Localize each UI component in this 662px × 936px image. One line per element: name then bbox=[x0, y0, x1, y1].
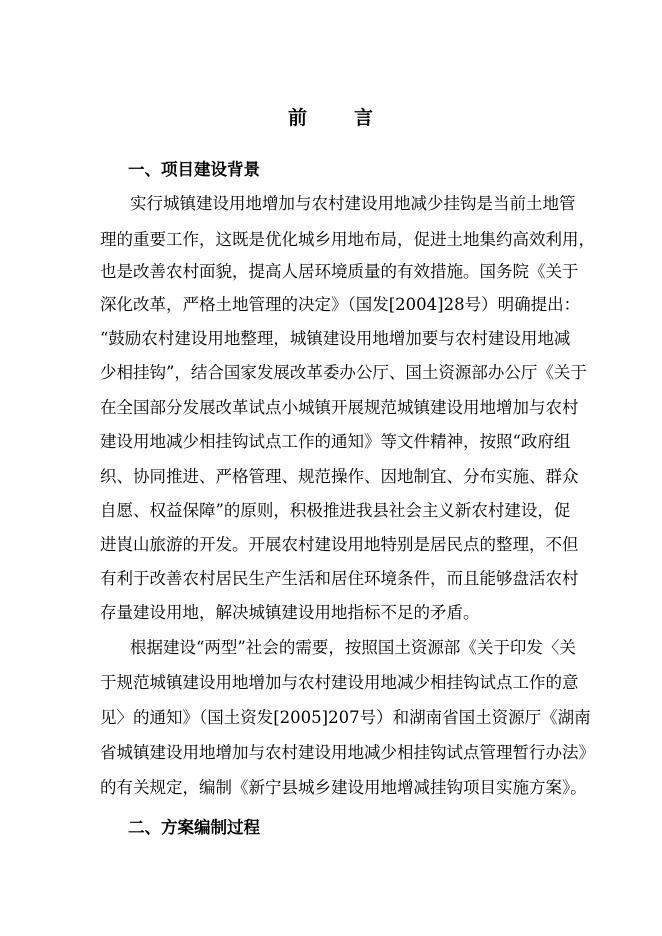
paragraph-2-line: 见〉的通知》（国土资发[2005]207号）和湖南省国土资源厅《湖南 bbox=[100, 708, 591, 727]
paragraph-1-line: 建设用地减少相挂钩试点工作的通知》等文件精神，按照“政府组 bbox=[100, 432, 571, 451]
section-1-heading: 一、项目建设背景 bbox=[128, 160, 260, 179]
paragraph-1-line: 织、协同推进、严格管理、规范操作、因地制宜、分布实施、群众 bbox=[100, 467, 579, 486]
paragraph-2-line: 省城镇建设用地增加与农村建设用地减少相挂钩试点管理暂行办法》 bbox=[100, 743, 595, 762]
paragraph-1-line: 也是改善农村面貌，提高人居环境质量的有效措施。国务院《关于 bbox=[100, 262, 579, 281]
paragraph-1-line: 存量建设用地，解决城镇建设用地指标不足的矛盾。 bbox=[100, 603, 480, 622]
paragraph-1-line: 在全国部分发展改革试点小城镇开展规范城镇建设用地增加与农村 bbox=[100, 398, 579, 417]
paragraph-2-line: 根据建设“两型”社会的需要，按照国土资源部《关于印发〈关 bbox=[130, 638, 576, 657]
paragraph-2-line: 的有关规定，编制《新宁县城乡建设用地增减挂钩项目实施方案》。 bbox=[100, 778, 587, 797]
paragraph-1-line: 自愿、权益保障”的原则，积极推进我县社会主义新农村建设，促 bbox=[100, 501, 571, 520]
page-title bbox=[0, 104, 662, 132]
paragraph-1-line: 理的重要工作，这既是优化城乡用地布局，促进土地集约高效利用， bbox=[100, 230, 595, 249]
paragraph-1-line: 少相挂钩”，结合国家发展改革委办公厅、国土资源部办公厅《关于 bbox=[100, 363, 587, 382]
title-part-2: 言 bbox=[354, 107, 375, 129]
paragraph-1-line: “鼓励农村建设用地整理，城镇建设用地增加要与农村建设用地减 bbox=[100, 329, 571, 348]
paragraph-1-line: 实行城镇建设用地增加与农村建设用地减少挂钩是当前土地管 bbox=[130, 194, 576, 213]
paragraph-1-line: 进崀山旅游的开发。开展农村建设用地特别是居民点的整理，不但 bbox=[100, 535, 579, 554]
paragraph-1-line: 深化改革，严格土地管理的决定》（国发[2004]28号）明确提出： bbox=[100, 295, 581, 314]
paragraph-1-line: 有利于改善农村居民生产生活和居住环境条件，而且能够盘活农村 bbox=[100, 569, 579, 588]
title-part-1: 前 bbox=[287, 107, 308, 129]
paragraph-2-line: 于规范城镇建设用地增加与农村建设用地减少相挂钩试点工作的意 bbox=[100, 673, 579, 692]
section-2-heading: 二、方案编制过程 bbox=[128, 818, 260, 837]
